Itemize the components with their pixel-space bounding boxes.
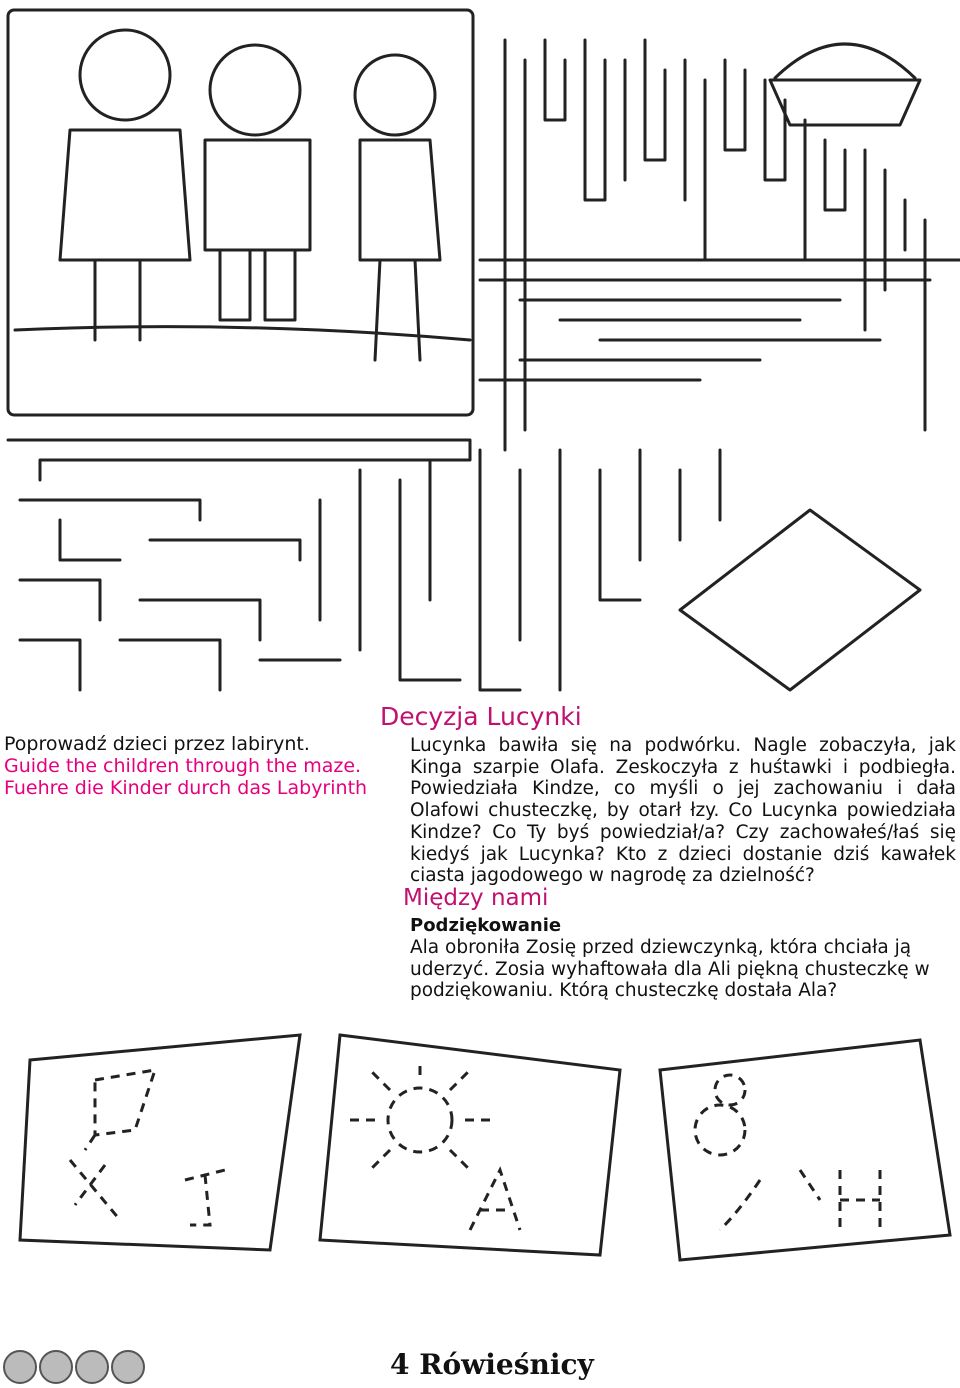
instruction-pl: Poprowadź dzieci przez labirynt. [4,733,310,755]
handkerchief-1 [20,1035,300,1250]
cake-icon [770,44,920,125]
maze-walls [8,40,960,690]
ball-icon [76,1351,108,1383]
instruction-de: Fuehre die Kinder durch das Labyrinth [4,777,368,799]
section-heading-2: Między nami [403,885,549,911]
ball-icon [40,1351,72,1383]
footer-title: Rówieśnicy [419,1348,594,1381]
story-text: Lucynka bawiła się na podwórku. Nagle zobaczyła, jak Kinga szarpie Olafa. Zeskoczyła z huśtawki i podbiegła. Powiedziała Kindze, co myśli o jej zachowaniu i dała Olafowi chusteczkę, by otarł łzy. Co Lucynka powiedziała Kindze? Co Ty byś powiedział/a? Czy zachowałeś/łaś się kiedyś jak Lucynka? Kto z dzieci dostanie dziś kawałek ciasta jagodowego w nagrodę za dzielność? [410,735,956,887]
page-footer [390,1348,594,1381]
ball-icons [2,1347,152,1387]
instructions [4,733,384,799]
subheading: Podziękowanie [410,915,562,936]
instruction-en: Guide the children through the maze. [4,755,362,777]
children-figures [60,30,440,360]
section-heading: Decyzja Lucynki [380,702,582,731]
ball-icon [4,1351,36,1383]
handkerchief-2 [320,1035,620,1255]
page-number: 4 [390,1348,410,1381]
handkerchiefs [0,1020,960,1270]
ball-icon [112,1351,144,1383]
handkerchief-icon [680,510,920,690]
story-text-2: Ala obroniła Zosię przed dziewczynką, która chciała ją uderzyć. Zosia wyhaftowała dla Ali piękną chusteczkę w podziękowaniu. Którą chusteczkę dostała Ala? [410,937,930,1002]
